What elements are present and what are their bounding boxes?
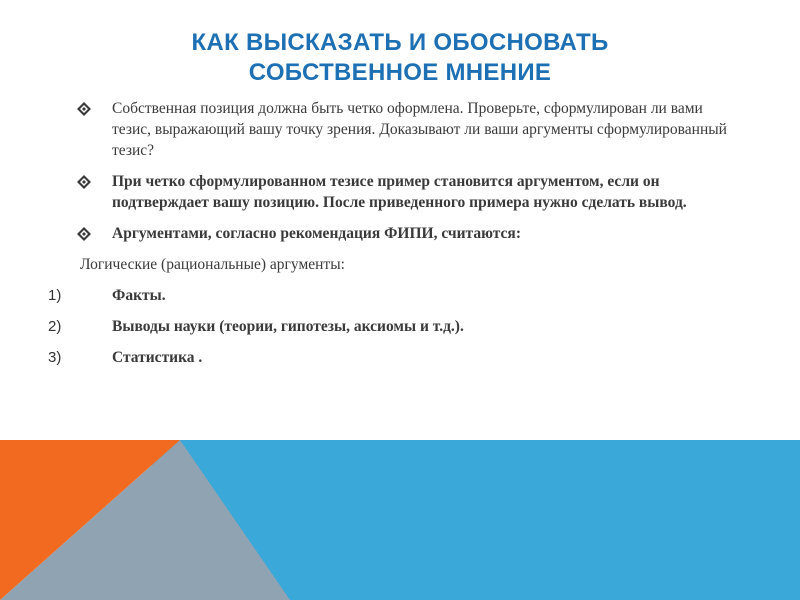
item-text: Выводы науки (теории, гипотезы, аксиомы и т.д.).: [112, 318, 464, 335]
item-number: 3): [48, 349, 62, 366]
diamond-bullet-icon: [77, 175, 91, 189]
content-area: [48, 98, 732, 378]
bullet-item: [72, 98, 732, 161]
bullet-text: При четко сформулированном тезисе пример становится аргументом, если он подтверждает вашу позицию. После приведенного примера нужно сделать вывод.: [112, 173, 687, 211]
item-text: Статистика .: [112, 349, 203, 366]
subheading: Логические (рациональные) аргументы:: [80, 256, 345, 273]
bullet-item: [72, 223, 732, 244]
title-line-2: СОБСТВЕННОЕ МНЕНИЕ: [248, 59, 552, 86]
bullet-text: Аргументами, согласно рекомендация ФИПИ, считаются:: [112, 225, 521, 242]
numbered-item: [48, 347, 732, 368]
numbered-item: [48, 316, 732, 337]
page-title: [0, 28, 800, 88]
item-number: 2): [48, 318, 62, 335]
bullet-item: [72, 171, 732, 213]
diamond-bullet-icon: [77, 227, 91, 241]
bullet-text: Собственная позиция должна быть четко оформлена. Проверьте, сформулирован ли вами тезис, выражающий вашу точку зрения. Доказывают ли ваши аргументы сформулированный тезис?: [112, 100, 727, 159]
title-line-1: КАК ВЫСКАЗАТЬ И ОБОСНОВАТЬ: [191, 29, 609, 56]
item-text: Факты.: [112, 287, 166, 304]
diamond-bullet-icon: [77, 102, 91, 116]
item-number: 1): [48, 287, 62, 304]
numbered-item: [48, 285, 732, 306]
